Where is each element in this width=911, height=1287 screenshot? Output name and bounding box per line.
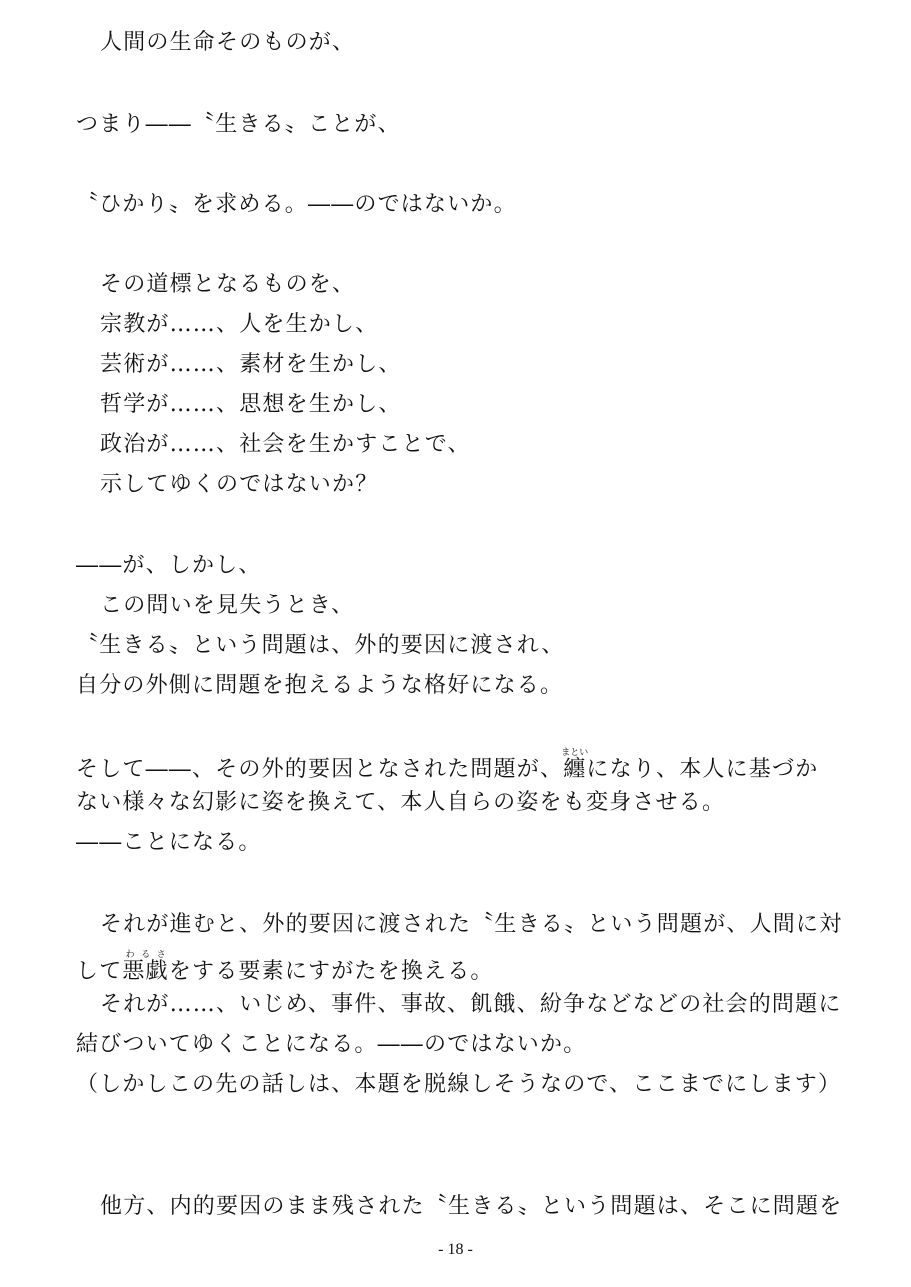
text-segment: して [76, 959, 123, 984]
text-line: それが進むと、外的要因に渡された〝生きる〟という問題が、人間に対 [100, 912, 843, 937]
text-line: 自分の外側に問題を抱えるような格好になる。 [76, 673, 564, 698]
text-line: 〝生きる〟という問題は、外的要因に渡され、 [76, 633, 565, 658]
text-segment: になり、本人に基づか [586, 757, 819, 782]
text-line: ――が、しかし、 [76, 553, 262, 578]
ruby-base: 悪戯 [122, 959, 169, 984]
ruby-reading: まとい [561, 748, 589, 758]
text-line: それが……、いじめ、事件、事故、飢餓、紛争などなどの社会的問題に [100, 992, 842, 1017]
text-segment: をする要素にすがたを換える。 [168, 959, 494, 984]
text-line: この問いを見失うとき、 [100, 593, 355, 618]
text-line: 政治が……、社会を生かすことで、 [100, 432, 471, 457]
text-line: 示してゆくのではないか？ [100, 472, 379, 497]
ruby-annotation [561, 748, 589, 782]
text-line: 芸術が……、素材を生かし、 [100, 352, 402, 377]
text-line: 他方、内的要因のまま残された〝生きる〟という問題は、そこに問題を [100, 1194, 843, 1219]
text-line: ――ことになる。 [76, 830, 262, 855]
text-segment: そして――、その外的要因となされた問題が、 [76, 757, 564, 782]
text-line: 〝ひかり〟を求める。――のではないか。 [76, 192, 517, 217]
text-line: ない様々な幻影に姿を換えて、本人自らの姿をも変身させる。 [76, 790, 726, 815]
text-line-with-ruby [76, 950, 856, 987]
ruby-reading: わるさ [122, 950, 169, 960]
text-line: 哲学が……、思想を生かし、 [100, 392, 402, 417]
text-line: つまり――〝生きる〟ことが、 [76, 112, 401, 137]
text-line-with-ruby [76, 748, 856, 785]
text-line: その道標となるものを、 [100, 272, 356, 297]
page-number: - 18 - [438, 1241, 473, 1258]
ruby-annotation [122, 950, 169, 984]
text-line: 人間の生命そのものが、 [100, 30, 356, 55]
text-line: 宗教が……、人を生かし、 [100, 312, 379, 337]
text-line: （しかしこの先の話しは、本題を脱線しそうなので、ここまでにします） [76, 1072, 842, 1097]
text-line: 結びついてゆくことになる。――のではないか。 [76, 1032, 587, 1057]
ruby-base: 纏 [561, 757, 589, 782]
